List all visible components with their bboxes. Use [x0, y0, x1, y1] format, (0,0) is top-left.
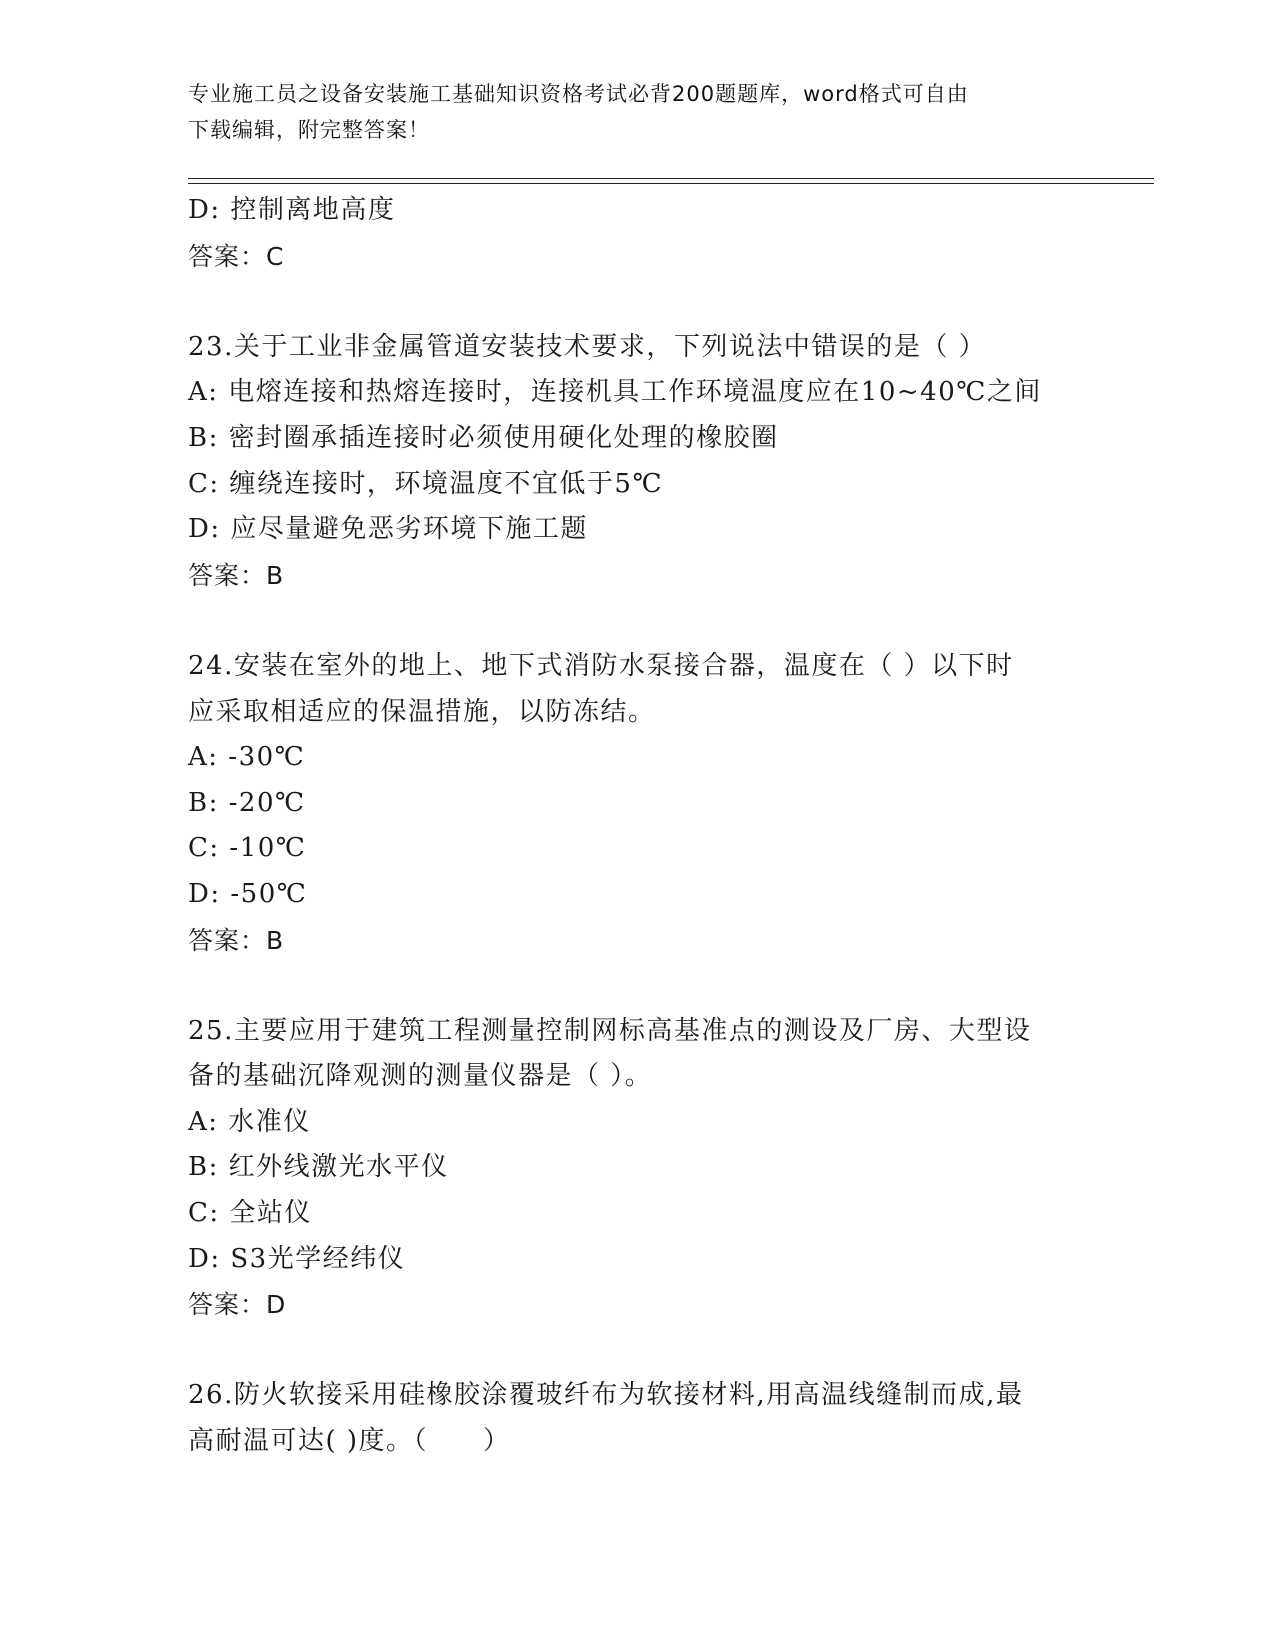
answer-line: 答案：D	[188, 1290, 287, 1320]
spacer	[188, 279, 1088, 325]
header-divider-bottom	[188, 183, 1154, 184]
option-a: A: 水准仪	[188, 1106, 311, 1137]
answer-line: 答案：B	[188, 925, 285, 955]
option-d: D: S3光学经纬仪	[188, 1243, 406, 1274]
question-stem-continued: 高耐温可达( )度。（ ）	[188, 1426, 511, 1457]
question-26	[188, 1373, 1088, 1464]
header-line-1: 专业施工员之设备安装施工基础知识资格考试必背200题题库，word格式可自由	[188, 82, 969, 106]
document-header	[188, 76, 1068, 148]
option-d: D: 应尽量避免恶劣环境下施工题	[188, 514, 588, 545]
answer-line: 答案：C	[188, 241, 285, 271]
question-25	[188, 1009, 1088, 1328]
option-a: A: 电熔连接和热熔连接时，连接机具工作环境温度应在10~40℃之间	[188, 377, 1042, 408]
option-b: B: 密封圈承插连接时必须使用硬化处理的橡胶圈	[188, 422, 779, 453]
option-d: D: -50℃	[188, 878, 308, 909]
question-stem-continued: 应采取相适应的保温措施，以防冻结。	[188, 696, 656, 727]
question-stem: 26.防火软接采用硅橡胶涂覆玻纤布为软接材料,用高温线缝制而成,最	[188, 1380, 1024, 1411]
question-stem: 24.安装在室外的地上、地下式消防水泵接合器，温度在（ ）以下时	[188, 650, 1014, 681]
question-24	[188, 644, 1088, 963]
option-b: B: 红外线激光水平仪	[188, 1152, 449, 1183]
spacer	[188, 1328, 1088, 1374]
option-c: C: 全站仪	[188, 1198, 312, 1229]
option-c: C: 缠绕连接时，环境温度不宜低于5℃	[188, 468, 664, 499]
header-line-2: 下载编辑，附完整答案！	[188, 118, 430, 142]
spacer	[188, 963, 1088, 1009]
question-stem: 23.关于工业非金属管道安装技术要求，下列说法中错误的是（ ）	[188, 331, 987, 362]
question-stem: 25.主要应用于建筑工程测量控制网标高基准点的测设及厂房、大型设	[188, 1015, 1032, 1046]
question-23	[188, 325, 1088, 599]
question-22-tail	[188, 188, 1088, 279]
question-stem-continued: 备的基础沉降观测的测量仪器是（ ）。	[188, 1061, 653, 1092]
question-list	[188, 188, 1088, 1465]
option-c: C: -10℃	[188, 833, 307, 864]
header-divider-top	[188, 178, 1154, 179]
spacer	[188, 598, 1088, 644]
option-a: A: -30℃	[188, 742, 306, 773]
option-b: B: -20℃	[188, 787, 306, 818]
answer-line: 答案：B	[188, 560, 285, 590]
option-d: D: 控制离地高度	[188, 195, 396, 225]
